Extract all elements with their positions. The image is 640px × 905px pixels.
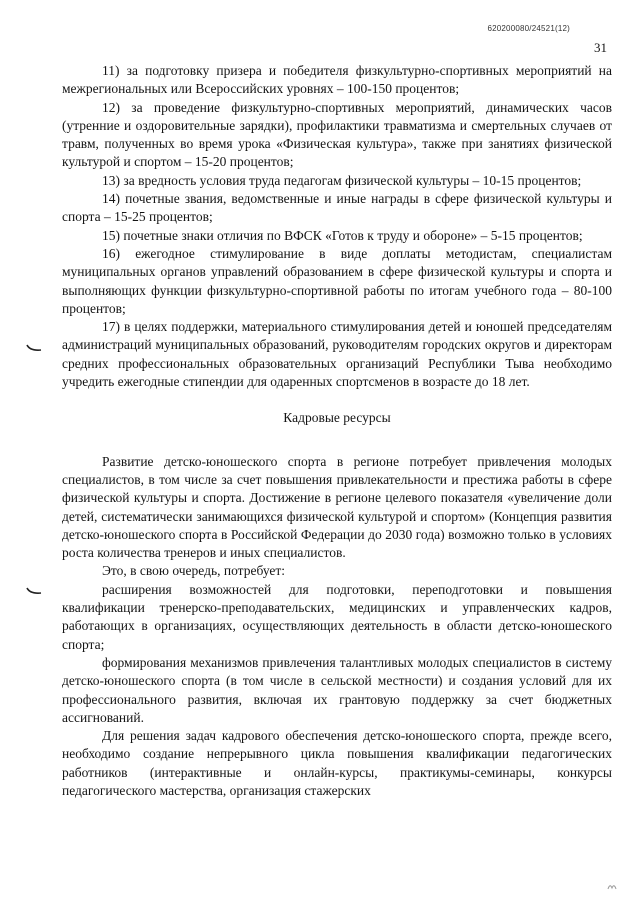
margin-mark-icon	[26, 343, 42, 353]
document-code: 620200080/24521(12)	[487, 24, 570, 33]
paragraph-item-15: 15) почетные знаки отличия по ВФСК «Готов к труду и обороне» – 5-15 процентов;	[102, 227, 583, 243]
margin-mark-icon	[26, 586, 42, 596]
section-title: Кадровые ресурсы	[283, 410, 391, 426]
paragraph: Развитие детско-юношеского спорта в регионе потребует привлечения молодых специалистов, в том числе за счет повышения привлекательности и престижа работы в сфере физической культуры и спорта. Достижение в регионе целевого показателя «увеличение доли детей, систематически занимающихся физической культурой и спортом» (Концепция развития детско-юношеского спорта в Российской Федерации до 2030 года) возможно только в условиях роста количества тренеров и иных специалистов.	[62, 453, 612, 561]
paragraph-item-14: 14) почетные звания, ведомственные и иные награды в сфере физической культуры и спорта – 15-25 процентов;	[62, 191, 612, 225]
page-number: 31	[594, 40, 607, 55]
paragraph: формирования механизмов привлечения талантливых молодых специалистов в систему детско-юношеского спорта (в том числе в сельской местности) и создания условий для их профессионального развития, включая их грантовую поддержку за счет бюджетных ассигнований.	[62, 654, 612, 725]
paragraph-item-17: 17) в целях поддержки, материального стимулирования детей и юношей председателям администраций муниципальных образований, руководителям городских округов и директорам средних профессиональных образовательных организаций Республики Тыва необходимо учредить ежегодные стипендии для одаренных спортсменов в возрасте до 18 лет.	[62, 319, 612, 390]
paragraph-item-13: 13) за вредность условия труда педагогам физической культуры – 10-15 процентов;	[102, 172, 582, 188]
paragraph-item-11: 11) за подготовку призера и победителя физкультурно-спортивных мероприятий на межрегиональных или Всероссийских уровнях – 100-150 процентов;	[62, 63, 612, 97]
document-body	[62, 62, 612, 800]
paragraph: расширения возможностей для подготовки, переподготовки и повышения квалификации тренерско-преподавательских, медицинских и управленческих кадров, работающих в организациях, осуществляющих деятельность в области детско-юношеского спорта;	[62, 581, 612, 652]
paragraph-item-16: 16) ежегодное стимулирование в виде доплаты методистам, специалистам муниципальных органов управлений образованием в сфере физической культуры и спорта и выполняющих функции физкультурно-спортивной работы по итогам учебного года – 80-100 процентов;	[62, 245, 612, 316]
paragraph: Для решения задач кадрового обеспечения детско-юношеского спорта, прежде всего, необходимо создание непрерывного цикла повышения квалификации педагогических работников (интерактивные и онлайн-курсы, практикумы-семинары, конкурсы педагогического мастерства, организация стажерских	[62, 728, 612, 798]
paragraph: Это, в свою очередь, потребует:	[102, 563, 286, 579]
paragraph-item-12: 12) за проведение физкультурно-спортивных мероприятий, динамических часов (утренние и оздоровительные зарядки), профилактики травматизма и смертельных случаев от травм, полученных во время урока «Физическая культура», также при занятиях физической культурой и спортом – 15-20 процентов;	[62, 99, 612, 170]
scan-artifact-icon	[606, 879, 618, 897]
